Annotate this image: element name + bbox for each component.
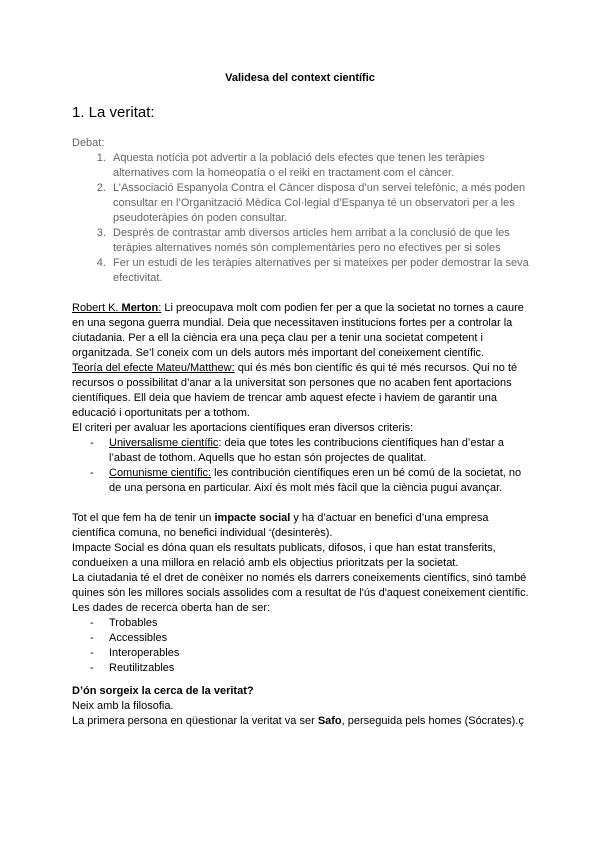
- impacte-bold: impacte social: [214, 512, 291, 524]
- safo-pre: La primera persona en qüestionar la veritat va ser: [72, 715, 318, 727]
- dades-item: - Trobables: [72, 616, 532, 631]
- merton-name-bold: Merton: [121, 302, 159, 314]
- merton-name: [72, 302, 161, 314]
- criteria-list: [72, 436, 532, 496]
- criteria-item-label: Comunisme científic:: [109, 467, 212, 479]
- criteria-item-label: Universalisme científic: [109, 437, 219, 449]
- criteria-item-text: : deia que totes les contribucions científiques han d’estar a l’abast de tothom. Aquells que ho estan són projectes de qualitat.: [109, 437, 504, 464]
- debate-item: 4. Fer un estudi de les teràpies alternatives per si mateixes per poder demostrar la seva efectivitat.: [109, 256, 532, 286]
- debate-item: 2. L’Associació Espanyola Contra el Càncer disposa d’un servei telefònic, a més poden consultar en l’Organització Mèdica Col·legial d’Espanya té un observatori per a les pseudoteràpies ón poden consultar.: [109, 181, 532, 226]
- dades-item: - Interoperables: [72, 646, 532, 661]
- criteria-intro: El criteri per avaluar les aportacions científiques eran diversos criteris:: [72, 422, 414, 434]
- debate-label: Debat:: [72, 137, 105, 149]
- debate-list: [72, 151, 532, 286]
- origen-question: D’ón sorgeix la cerca de la veritat?: [72, 685, 254, 697]
- safo-bold: Safo: [317, 715, 342, 727]
- debate-item: 1. Aquesta notícia pot advertir a la població dels efectes que tenen les teràpies alternatives com la homeopatía o el reiki en tractament com el càncer.: [109, 151, 532, 181]
- criteria-item: [72, 436, 532, 466]
- mateu-paragraph: [72, 361, 532, 421]
- merton-colon: :: [158, 302, 162, 314]
- document-title: Validesa del context científic: [225, 72, 375, 84]
- dades-item: - Reutilitzables: [72, 661, 532, 676]
- dades-item: - Accessibles: [72, 631, 532, 646]
- impacte-paragraph: [72, 511, 532, 541]
- ciutadania-paragraph: La ciutadania té el dret de conèixer no només els darrers coneixements científics, sinó també quines són les millores socials assolides com a resultat de l'ús d'aquest coneixement científic.: [72, 572, 529, 599]
- dades-list: [72, 616, 532, 676]
- document-body: [72, 136, 532, 729]
- debate-item: 3. Després de contrastar amb diversos articles hem arribat a la conclusió de que les teràpies alternatives només són complementàries pero no efectives per si soles: [109, 226, 532, 256]
- criteria-item-text: les contribución científiques eren un bé comú de la societat, no de una persona en particular. Així és molt més fàcil que la ciència pugui avançar.: [109, 467, 522, 494]
- merton-text: Li preocupava molt com podien fer per a que la societat no tornes a caure en una segona guerra mundial. Deia que necessitaven institucions fortes per a controlar la ciutadania. Per a ell la ciència era una peça clau per a tenir una societat competent i organitzada. Se’l coneix com un dels autors més important del coneixement científic.: [72, 302, 524, 359]
- merton-name-prefix: Robert K.: [72, 302, 122, 314]
- mateu-text: qui és més bon científic és qui té més recursos. Qui no té recursos o possibilitat d’anar a la universitat son persones que no acaben fent aportacions científiques. Ell deia que haviem de trencar amb aquest efecte i haviem de garantir una educació i oportunitats per a tothom.: [72, 362, 518, 419]
- impacte-post: y ha d’actuar en benefici d’una empresa científica comuna, no benefici individual ‘(desinterès).: [72, 512, 489, 539]
- safo-post: , perseguida pels homes (Sócrates).ç: [341, 715, 524, 727]
- dades-intro: Les dades de recerca oberta han de ser:: [72, 602, 271, 614]
- impacte-pre: Tot el que fem ha de tenir un: [72, 512, 215, 524]
- impacte-definition: Impacte Social es dóna quan els resultats publicats, difosos, i que han estat transferits, condueixen a una millora en relació amb els objectius prioritzats per la societat.: [72, 542, 496, 569]
- section-heading: 1. La veritat:: [72, 104, 155, 121]
- origen-answer: Neix amb la filosofia.: [72, 700, 174, 712]
- safo-paragraph: [72, 714, 532, 729]
- criteria-item: [72, 466, 532, 496]
- mateu-label: Teoría del efecte Mateu/Matthew:: [72, 362, 235, 374]
- merton-paragraph: [72, 301, 532, 361]
